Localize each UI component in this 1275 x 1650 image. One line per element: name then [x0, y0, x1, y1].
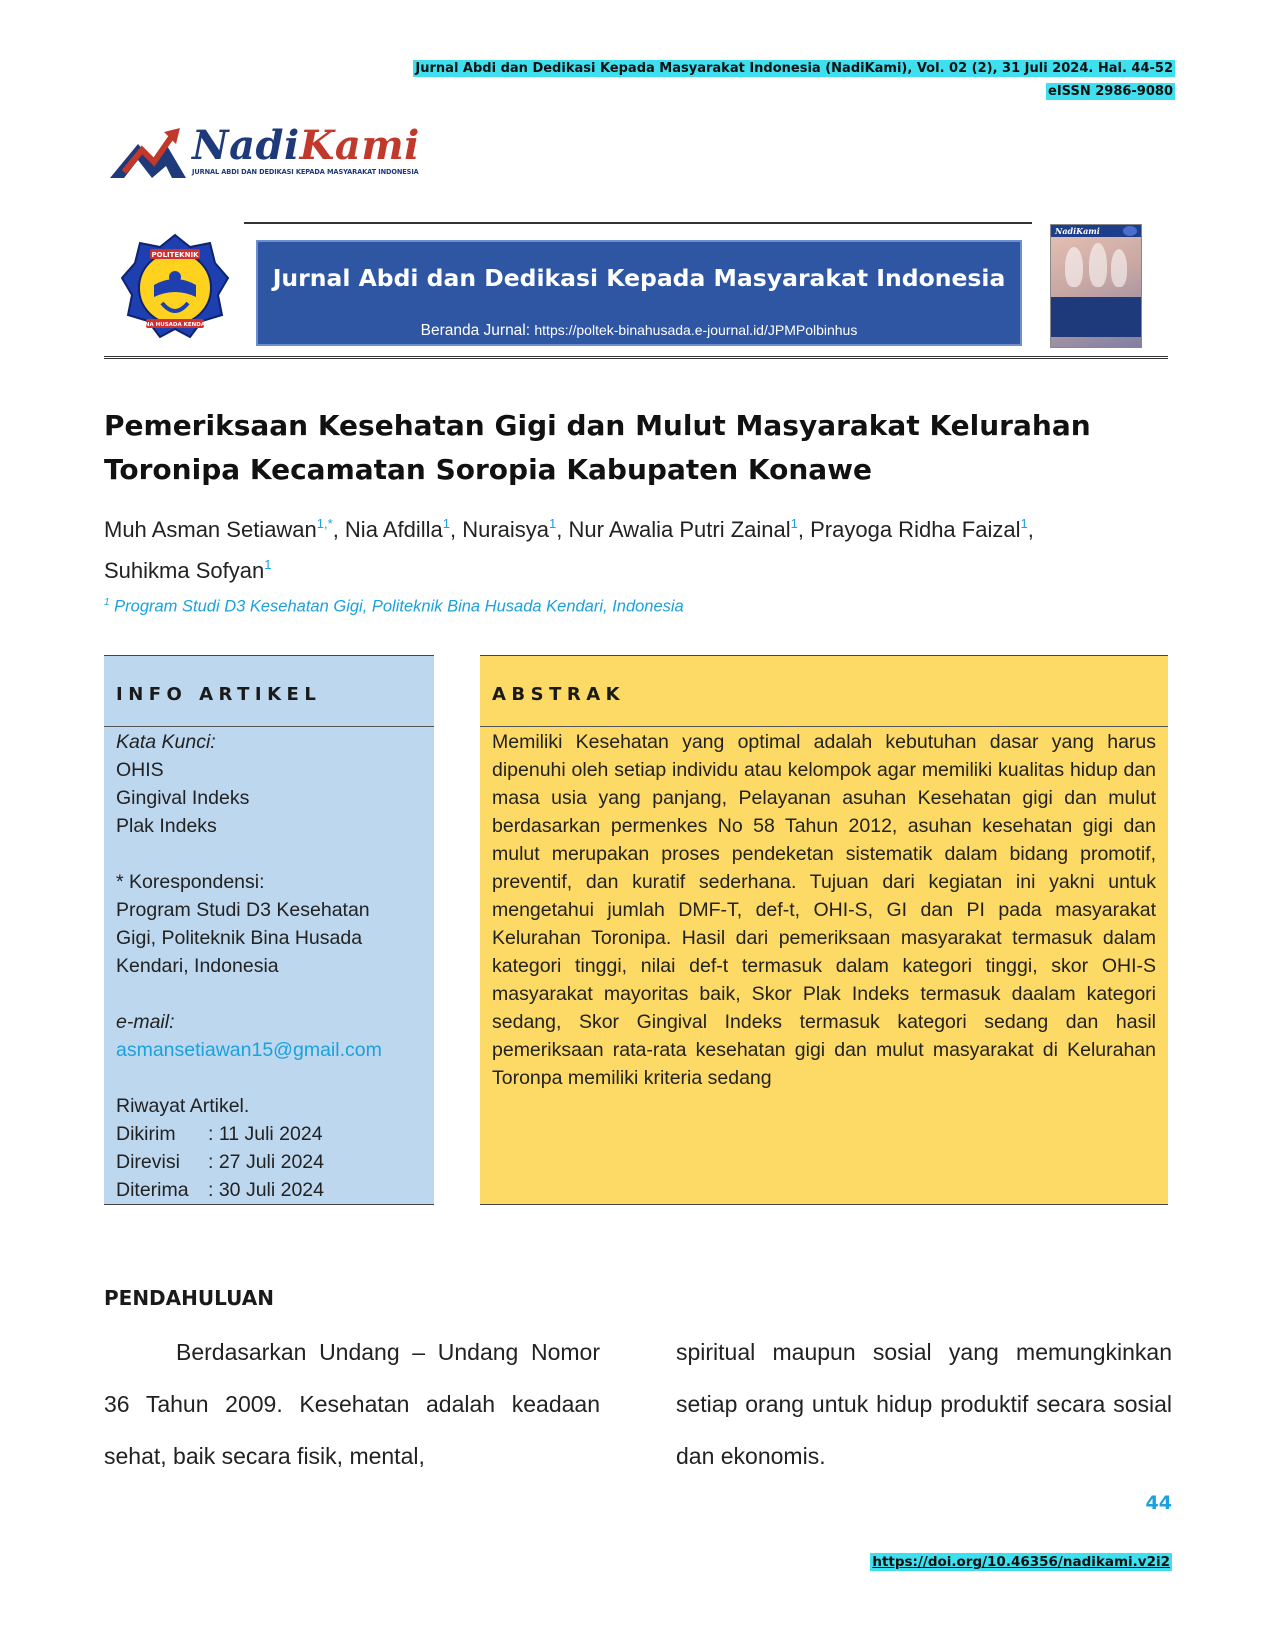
mountain-arrow-icon	[108, 126, 188, 182]
homepage-label: Beranda Jurnal:	[420, 322, 535, 339]
logo-subtitle: JURNAL ABDI DAN DEDIKASI KEPADA MASYARAKAT INDONESIA	[192, 168, 419, 176]
affiliation: $^1$ Program Studi D3 Kesehatan Gigi, Politeknik Bina Husada Kendari, Indonesia	[104, 597, 684, 616]
author: Prayoga Ridha Faizal	[810, 517, 1021, 542]
author: Muh Asman Setiawan	[104, 517, 317, 542]
doi-footer	[870, 1554, 1172, 1570]
cover-title: NadiKami	[1055, 226, 1100, 236]
body-column-right: spiritual maupun sosial yang memungkinkan setiap orang untuk hidup produktif secara sosial dan ekonomis.	[676, 1339, 1172, 1469]
email-label: e-mail:	[116, 1011, 175, 1033]
correspondence-line: Program Studi D3 Kesehatan	[116, 899, 370, 921]
politeknik-seal-icon	[120, 233, 230, 343]
email-link[interactable]: asmansetiawan15@gmail.com	[116, 1039, 382, 1061]
banner-top-rule	[244, 222, 1032, 224]
homepage-link[interactable]: https://poltek-binahusada.e-journal.id/JPMPolbinhus	[534, 322, 858, 338]
banner-bottom-rule	[104, 356, 1168, 359]
author: Nuraisya	[462, 517, 550, 542]
article-info-panel	[104, 655, 434, 1205]
logo-wordmark: NadiKami	[192, 122, 420, 169]
journal-cover-thumbnail	[1050, 224, 1142, 348]
banner-homepage	[258, 322, 1020, 340]
author-list: Muh Asman Setiawan$^{1,*}$, Nia Afdilla$^1$, Nuraisya$^1$, Nur Awalia Putri Zainal$^1$, Prayoga Ridha Faizal$^1$, Suhikma Sofyan$^1$	[104, 516, 1034, 583]
doi-link[interactable]: https://doi.org/10.46356/nadikami.v2i2	[872, 1554, 1170, 1570]
eissn: eISSN 2986-9080	[1048, 84, 1173, 99]
body-column-left: Berdasarkan Undang – Undang Nomor 36 Tahun 2009. Kesehatan adalah keadaan sehat, baik secara fisik, mental,	[104, 1339, 600, 1469]
keyword: OHIS	[116, 759, 164, 781]
history-row: Dikirim : 11 Juli 2024	[116, 1123, 323, 1145]
keyword: Gingival Indeks	[116, 787, 250, 809]
correspondence-line: Kendari, Indonesia	[116, 955, 279, 977]
banner-title: Jurnal Abdi dan Dedikasi Kepada Masyarakat Indonesia	[272, 264, 1006, 292]
keywords-label: Kata Kunci:	[116, 731, 216, 753]
page-number: 44	[1145, 1492, 1172, 1514]
history-row: Diterima : 30 Juli 2024	[116, 1179, 325, 1201]
section-heading: PENDAHULUAN	[104, 1286, 274, 1310]
correspondence-label: * Korespondensi:	[116, 871, 265, 893]
running-head	[413, 57, 1175, 103]
history-row: Direvisi : 27 Juli 2024	[116, 1151, 325, 1173]
author: Nia Afdilla	[344, 517, 443, 542]
svg-text:BINA HUSADA KENDARI: BINA HUSADA KENDARI	[138, 322, 212, 328]
correspondence-line: Gigi, Politeknik Bina Husada	[116, 927, 363, 949]
info-heading: INFO ARTIKEL	[116, 684, 322, 705]
keyword: Plak Indeks	[116, 815, 217, 837]
journal-citation: Jurnal Abdi dan Dedikasi Kepada Masyarakat Indonesia (NadiKami), Vol. 02 (2), 31 Juli 2024. Hal. 44-52	[415, 61, 1173, 76]
abstract-text: Memiliki Kesehatan yang optimal adalah kebutuhan dasar yang harus dipenuhi oleh setiap individu atau kelompok agar memiliki kualitas hidup dan masa usia yang panjang, Pelayanan asuhan Kesehatan gigi dan mulut berdasarkan permenkes No 58 Tahun 2012, asuhan kesehatan gigi dan mulut merupakan proses pendeketan sistematik dalam bidang promotif, preventif, dan kuratif sederhana. Tujuan dari kegiatan ini yakni untuk mengetahui jumlah DMF-T, def-t, OHI-S, GI dan PI pada masyarakat Kelurahan Toronipa. Hasil dari pemeriksaan masyarakat termasuk dalam kategori tinggi, nilai def-t termasuk dalam kategori tinggi, skor OHI-S masyarakat mayoritas baik, Skor Plak Indeks termasuk daalam kategori sedang, Skor Gingival Indeks termasuk kategori sedang dan hasil pemeriksaan rata-rata kesehatan gigi dan mulut masyarakat di Kelurahan Toronpa memiliki kriteria sedang	[492, 731, 1156, 1089]
svg-text:POLITEKNIK: POLITEKNIK	[151, 251, 199, 259]
author: Suhikma Sofyan	[104, 558, 265, 583]
abstract-heading: ABSTRAK	[492, 684, 626, 705]
nadikami-logo	[108, 122, 420, 184]
journal-banner	[256, 240, 1022, 346]
abstract-panel	[480, 655, 1168, 1205]
history-label: Riwayat Artikel.	[116, 1095, 250, 1117]
article-title: Pemeriksaan Kesehatan Gigi dan Mulut Masyarakat Kelurahan Toronipa Kecamatan Soropia Kabupaten Konawe	[104, 409, 1091, 486]
author: Nur Awalia Putri Zainal	[568, 517, 791, 542]
